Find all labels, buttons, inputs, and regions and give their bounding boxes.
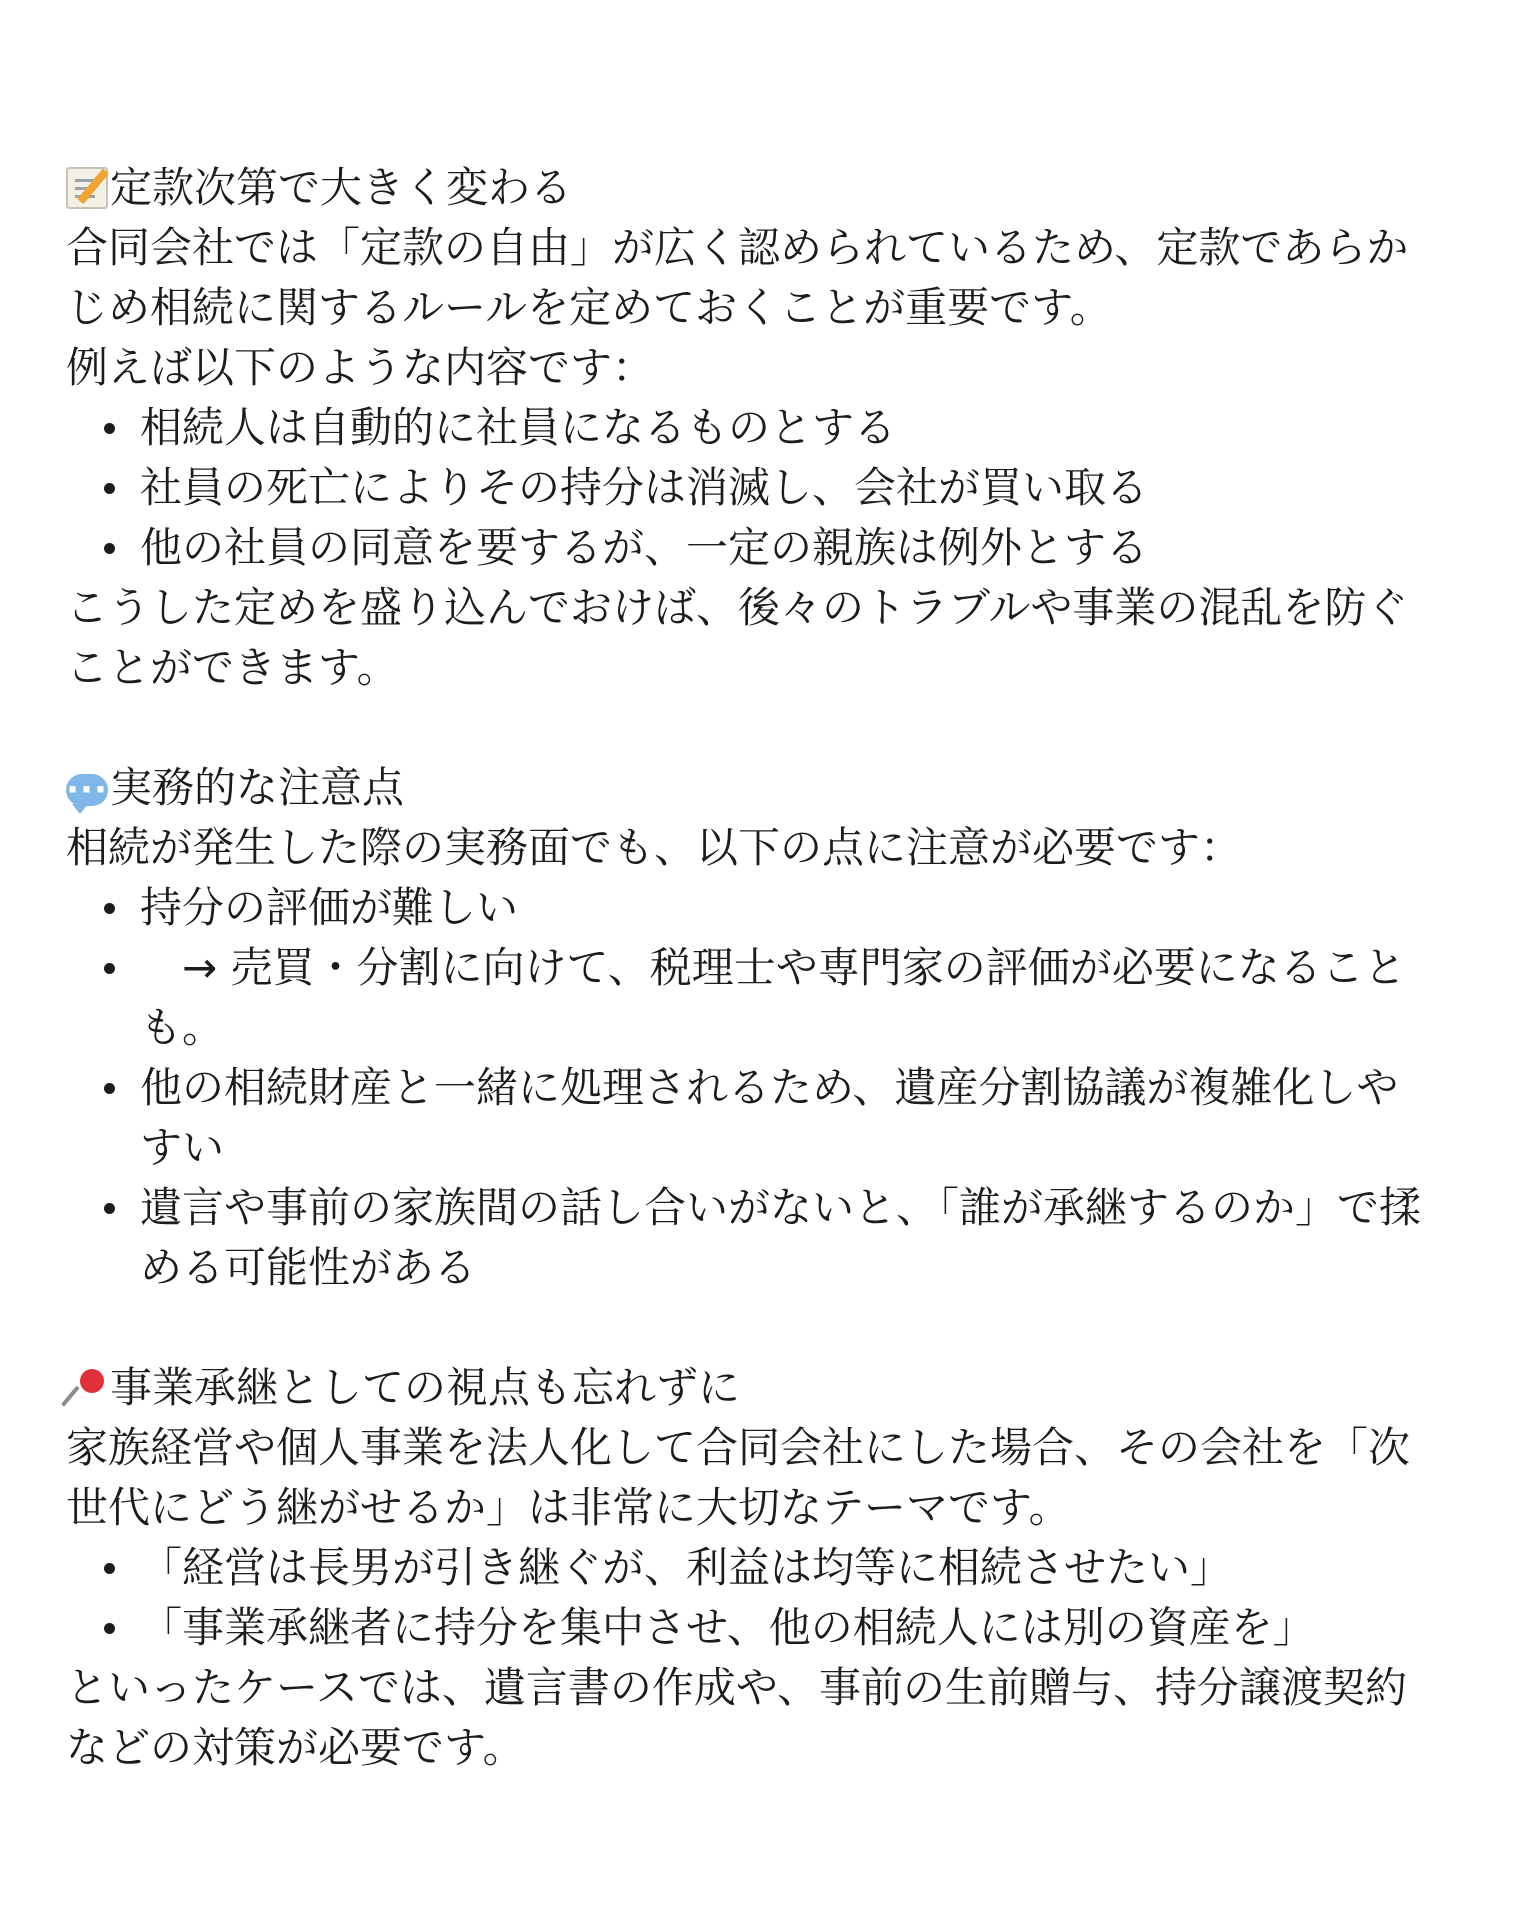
pushpin-icon xyxy=(66,1367,108,1409)
list-item xyxy=(66,938,1486,1058)
section-heading xyxy=(66,1358,1486,1418)
speech-bubble-icon xyxy=(66,774,108,806)
bullet-dot xyxy=(104,903,115,914)
section-heading xyxy=(66,158,1486,218)
section-business-succession xyxy=(66,1358,1486,1778)
list-item xyxy=(66,1058,1486,1178)
bullet-dot xyxy=(104,543,115,554)
paragraph-line: 家族経営や個人事業を法人化して合同会社にした場合、その会社を「次 xyxy=(66,1423,1411,1472)
bullet-dot xyxy=(104,1563,115,1574)
paragraph-line: などの対策が必要です。 xyxy=(66,1723,525,1772)
paragraph-line: じめ相続に関するルールを定めておくことが重要です。 xyxy=(66,283,1112,332)
bullet-dot xyxy=(104,1083,115,1094)
section-heading-text: 実務的な注意点 xyxy=(110,763,405,812)
paragraph-line: 合同会社では「定款の自由」が広く認められているため、定款であらか xyxy=(66,223,1409,272)
paragraph-line: といったケースでは、遺言書の作成や、事前の生前贈与、持分譲渡契約 xyxy=(66,1663,1408,1712)
section-heading-text: 定款次第で大きく変わる xyxy=(110,163,573,212)
list-item-text: 他の社員の同意を要するが、一定の親族は例外とする xyxy=(140,523,1149,572)
list-item-text: 社員の死亡によりその持分は消滅し、会社が買い取る xyxy=(140,463,1149,512)
section-articles-of-incorporation xyxy=(66,158,1486,698)
list-item-text-continued: すい xyxy=(140,1123,225,1172)
bullet-dot xyxy=(104,1203,115,1214)
paragraph-line: ことができます。 xyxy=(66,643,399,692)
section-heading-text: 事業承継としての視点も忘れずに xyxy=(110,1363,741,1412)
bullet-dot xyxy=(104,963,115,974)
list-item xyxy=(66,518,1486,578)
list-item xyxy=(66,1538,1486,1598)
list-item xyxy=(66,1598,1486,1658)
list-item-text: 「事業承継者に持分を集中させ、他の相続人には別の資産を」 xyxy=(140,1603,1315,1652)
list-item-text: 相続人は自動的に社員になるものとする xyxy=(140,403,897,452)
list-item xyxy=(66,1178,1486,1298)
memo-icon xyxy=(66,167,108,209)
bullet-list xyxy=(66,398,1486,578)
list-item-text: → 売買・分割に向けて、税理士や専門家の評価が必要になること xyxy=(182,943,1406,992)
bullet-dot xyxy=(104,1623,115,1634)
paragraph-line: こうした定めを盛り込んでおけば、後々のトラブルや事業の混乱を防ぐ xyxy=(66,583,1409,632)
bullet-list xyxy=(66,878,1486,1298)
section-practical-notes xyxy=(66,758,1486,1298)
paragraph-line: 例えば以下のような内容です： xyxy=(66,343,655,392)
list-item-text-continued: める可能性がある xyxy=(140,1243,477,1292)
list-item xyxy=(66,458,1486,518)
article-body xyxy=(66,158,1486,1778)
list-item-text-continued: も。 xyxy=(140,1003,225,1052)
list-item-text: 遺言や事前の家族間の話し合いがないと、「誰が承継するのか」で揉 xyxy=(140,1183,1422,1232)
list-item-text: 「経営は長男が引き継ぐが、利益は均等に相続させたい」 xyxy=(140,1543,1233,1592)
bullet-dot xyxy=(104,423,115,434)
list-item-text: 他の相続財産と一緒に処理されるため、遺産分割協議が複雑化しや xyxy=(140,1063,1399,1112)
paragraph-line: 世代にどう継がせるか」は非常に大切なテーマです。 xyxy=(66,1483,1071,1532)
list-item xyxy=(66,398,1486,458)
list-item xyxy=(66,878,1486,938)
list-item-text: 持分の評価が難しい xyxy=(140,883,519,932)
section-spacer xyxy=(66,1298,1486,1358)
section-spacer xyxy=(66,698,1486,758)
section-heading xyxy=(66,758,1486,818)
bullet-list xyxy=(66,1538,1486,1658)
paragraph-line: 相続が発生した際の実務面でも、以下の点に注意が必要です： xyxy=(66,823,1243,872)
bullet-dot xyxy=(104,483,115,494)
